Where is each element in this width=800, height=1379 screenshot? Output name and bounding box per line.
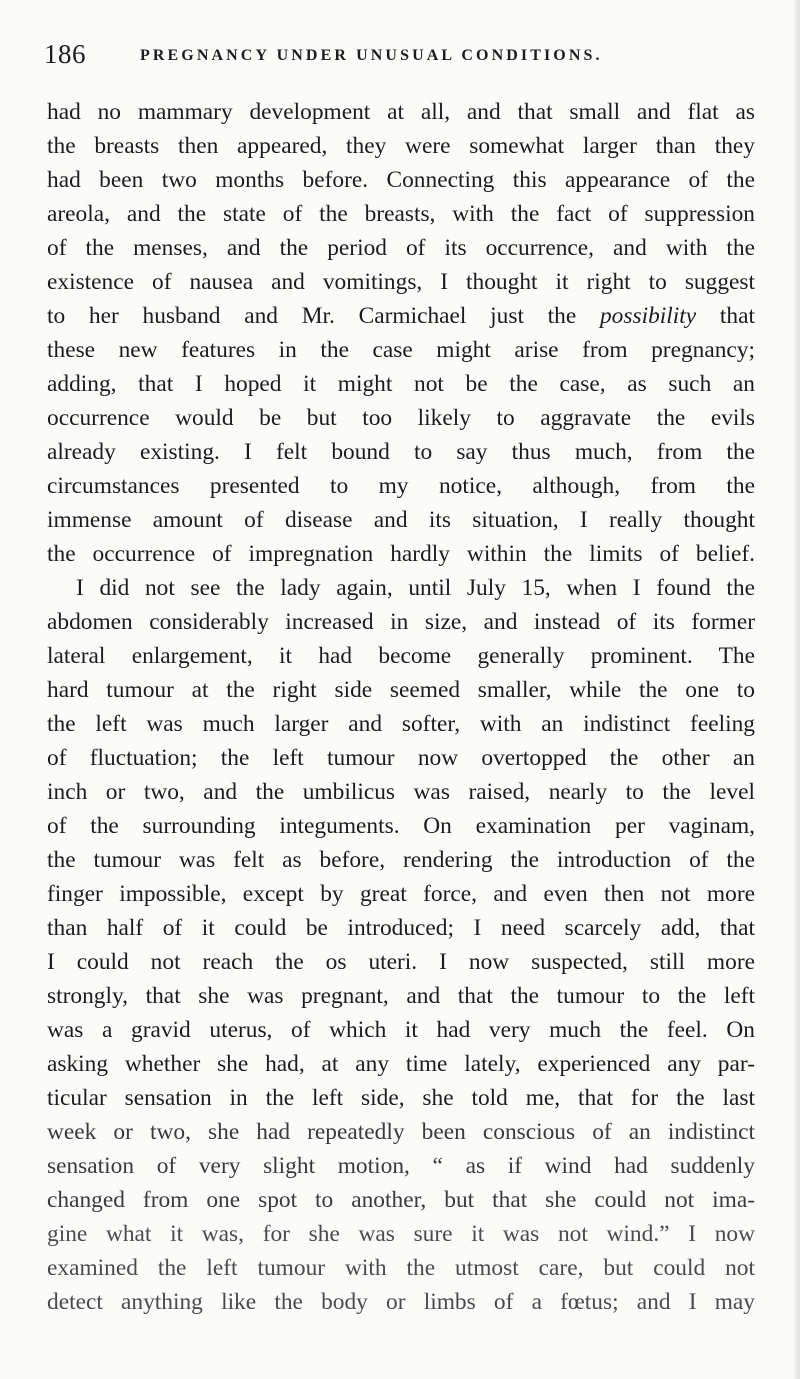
- text-line: circumstances presented to my notice, although, from the: [47, 473, 755, 499]
- text-line: week or two, she had repeatedly been conscious of an indistinct: [47, 1119, 755, 1145]
- text-line: of the menses, and the period of its occurrence, and with the: [47, 235, 755, 261]
- page-number: 186: [44, 39, 86, 69]
- text-line: inch or two, and the umbilicus was raised, nearly to the level: [47, 779, 755, 805]
- text-line: areola, and the state of the breasts, with the fact of suppression: [47, 201, 755, 227]
- paragraph-last-line: the occurrence of impregnation hardly within the limits of belief.: [47, 541, 755, 567]
- text-line: strongly, that she was pregnant, and that the tumour to the left: [47, 983, 755, 1009]
- text-line: than half of it could be introduced; I need scarcely add, that: [47, 915, 755, 941]
- text-line: sensation of very slight motion, “ as if wind had suddenly: [47, 1153, 755, 1179]
- text-line: the tumour was felt as before, rendering the introduction of the: [47, 847, 755, 873]
- text-line: asking whether she had, at any time lately, experienced any par-: [47, 1051, 755, 1077]
- paragraph-first-line: I did not see the lady again, until July 15, when I found the: [76, 575, 755, 601]
- text-line: these new features in the case might arise from pregnancy;: [47, 337, 755, 363]
- text-line: lateral enlargement, it had become generally prominent. The: [47, 643, 755, 669]
- text-line: hard tumour at the right side seemed smaller, while the one to: [47, 677, 755, 703]
- text-line: the breasts then appeared, they were somewhat larger than they: [47, 133, 755, 159]
- text-line: had no mammary development at all, and that small and flat as: [47, 99, 755, 125]
- text-line: of fluctuation; the left tumour now overtopped the other an: [47, 745, 755, 771]
- text-line: of the surrounding integuments. On examination per vaginam,: [47, 813, 755, 839]
- text-line-end: that: [719, 303, 755, 329]
- text-line: immense amount of disease and its situation, I really thought: [47, 507, 755, 533]
- text-line: adding, that I hoped it might not be the case, as such an: [47, 371, 755, 397]
- text-line: abdomen considerably increased in size, and instead of its former: [47, 609, 755, 635]
- text-line: finger impossible, except by great force, and even then not more: [47, 881, 755, 907]
- text-line: ticular sensation in the left side, she told me, that for the last: [47, 1085, 755, 1111]
- text-line: examined the left tumour with the utmost care, but could not: [47, 1255, 755, 1281]
- text-line: changed from one spot to another, but that she could not ima-: [47, 1187, 755, 1213]
- page-edge-shadow: [794, 0, 800, 1379]
- text-line: existence of nausea and vomitings, I thought it right to suggest: [47, 269, 755, 295]
- text-line: detect anything like the body or limbs of a fœtus; and I may: [47, 1289, 755, 1315]
- running-head-title: PREGNANCY UNDER UNUSUAL CONDITIONS.: [140, 47, 603, 64]
- text-line: already existing. I felt bound to say thus much, from the: [47, 439, 755, 465]
- text-line: had been two months before. Connecting this appearance of the: [47, 167, 755, 193]
- text-line: gine what it was, for she was sure it was not wind.” I now: [47, 1221, 755, 1247]
- text-line-with-italic: [47, 299, 755, 333]
- text-line: I could not reach the os uteri. I now suspected, still more: [47, 949, 755, 975]
- text-line: the left was much larger and softer, with an indistinct feeling: [47, 711, 755, 737]
- body-text: [47, 95, 755, 1319]
- italic-word: possibility: [599, 303, 697, 329]
- text-line-start: to her husband and Mr. Carmichael just the: [47, 303, 577, 329]
- text-line: was a gravid uterus, of which it had very much the feel. On: [47, 1017, 755, 1043]
- running-head: [44, 34, 764, 74]
- text-line: occurrence would be but too likely to aggravate the evils: [47, 405, 755, 431]
